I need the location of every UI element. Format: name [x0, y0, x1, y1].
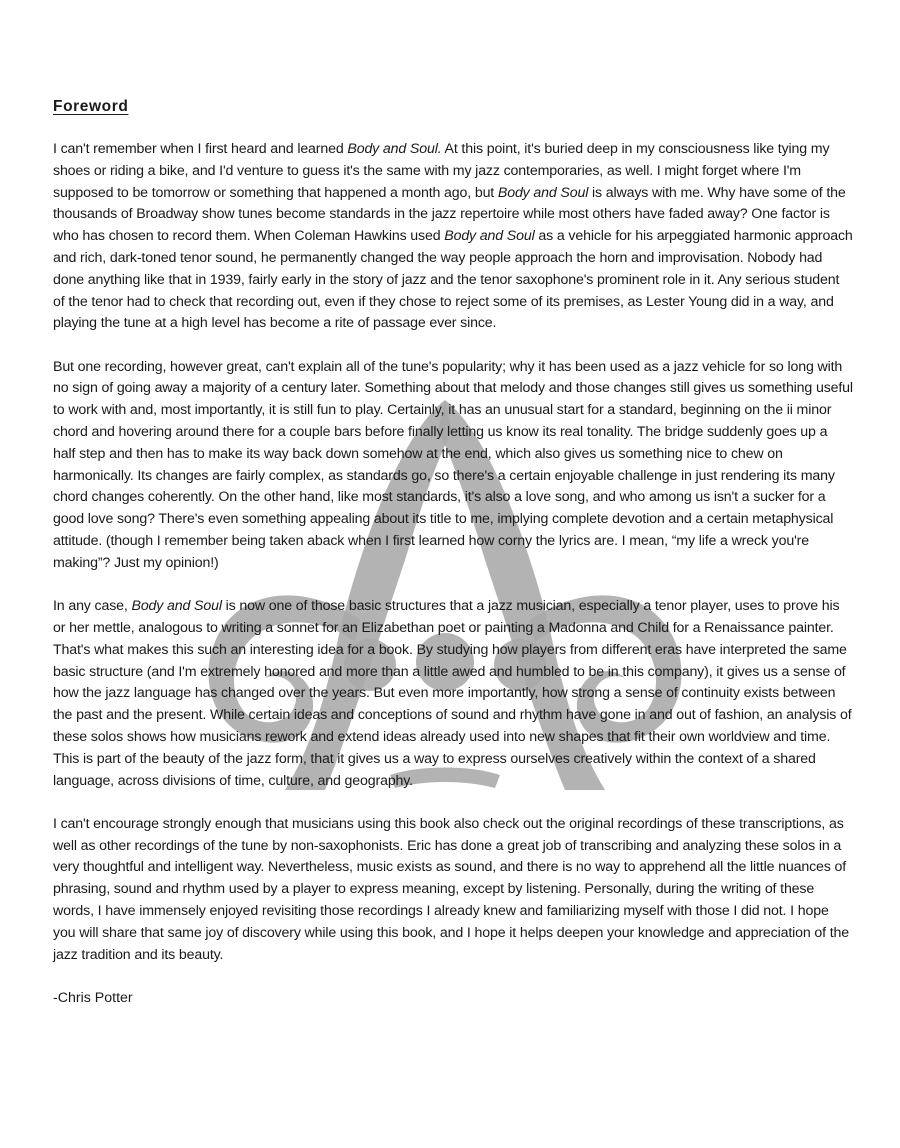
foreword-content — [53, 97, 853, 1010]
page-title: Foreword — [53, 98, 129, 115]
title-italic: Body and Soul. — [347, 141, 442, 157]
paragraph: I can't remember when I first heard and learned Body and Soul. At this point, it's buried deep in my consciousness like tying my shoes or riding a bike, and I'd venture to guess it's the same with my jazz contemporaries, as well. I might forget where I'm supposed to be tomorrow or something that happened a month ago, but Body and Soul is always with me. Why have some of the thousands of Broadway show tunes become standards in the jazz repertoire while most others have faded away? One factor is who has chosen to record them. When Coleman Hawkins used Body and Soul as a vehicle for his arpeggiated harmonic approach and rich, dark-toned tenor sound, he permanently changed the way people approach the horn and improvisation. Nobody had done anything like that in 1939, fairly early in the story of jazz and the tenor saxophone's prominent role in it. Any serious student of the tenor had to check that recording out, even if they chose to reject some of its premises, as Lester Young did in a way, and playing the tune at a high level has become a rite of passage ever since. — [53, 141, 853, 332]
title-italic: Body and Soul — [497, 184, 589, 201]
signature: -Chris Potter — [53, 989, 133, 1006]
paragraph: In any case, Body and Soul is now one of those basic structures that a jazz musician, especially a tenor player, uses to prove his or her mettle, analogous to writing a sonnet for an Elizabethan poet or painting a Madonna and Child for a Renaissance painter. That's what makes this such an interesting idea for a book. By studying how players from different eras have interpreted the same basic structure (and I'm extremely honored and more than a little awed and humbled to be in this company), it gives us a sense of how the jazz language has changed over the years. But even more importantly, how strong a sense of continuity exists between the past and the present. While certain ideas and conceptions of sound and rhythm have gone in and out of fashion, an analysis of these solos shows how musicians rework and extend ideas already used into new shapes that fit their own worldview and time. This is part of the beauty of the jazz form, that it gives us a way to express ourselves creatively within the context of a shared language, across divisions of time, culture, and geography. — [53, 598, 852, 789]
paragraph: But one recording, however great, can't explain all of the tune's popularity; why it has been used as a jazz vehicle for so long with no sign of going away a majority of a century later. Something about that melody and those changes still gives us something useful to work with and, most importantly, it is still fun to play. Certainly, it has an unusual start for a standard, beginning on the ii minor chord and hovering around there for a couple bars before finally letting us know its real tonality. The bridge suddenly goes up a half step and then has to make its way back down somehow at the end, which also gives us something nice to chew on harmonically. Its changes are fairly complex, as standards go, so there's a certain enjoyable challenge in just rendering its many chord changes coherently. On the other hand, like most standards, it's also a love song, and who among us isn't a sucker for a good love song? There's even something appealing about its title to me, implying complete devotion and a certain metaphysical attitude. (though I remember being taken aback when I first learned how corny the lyrics are. I mean, “my life a wreck you're making”? Just my opinion!) — [53, 358, 853, 571]
paragraph: I can't encourage strongly enough that musicians using this book also check out the original recordings of these transcriptions, as well as other recordings of the tune by non-saxophonists. Eric has done a great job of transcribing and analyzing these solos in a very thoughtful and intelligent way. Nevertheless, music exists as sound, and there is no way to apprehend all the little nuances of phrasing, sound and rhythm used by a player to express meaning, except by listening. Personally, during the writing of these words, I have immensely enjoyed revisiting those recordings I already knew and familiarizing myself with those I did not. I hope you will share that same joy of discovery while using this book, and I hope it helps deepen your knowledge and appreciation of the jazz tradition and its beauty. — [53, 815, 849, 963]
title-italic: Body and Soul — [444, 228, 535, 245]
title-italic: Body and Soul — [131, 598, 222, 615]
